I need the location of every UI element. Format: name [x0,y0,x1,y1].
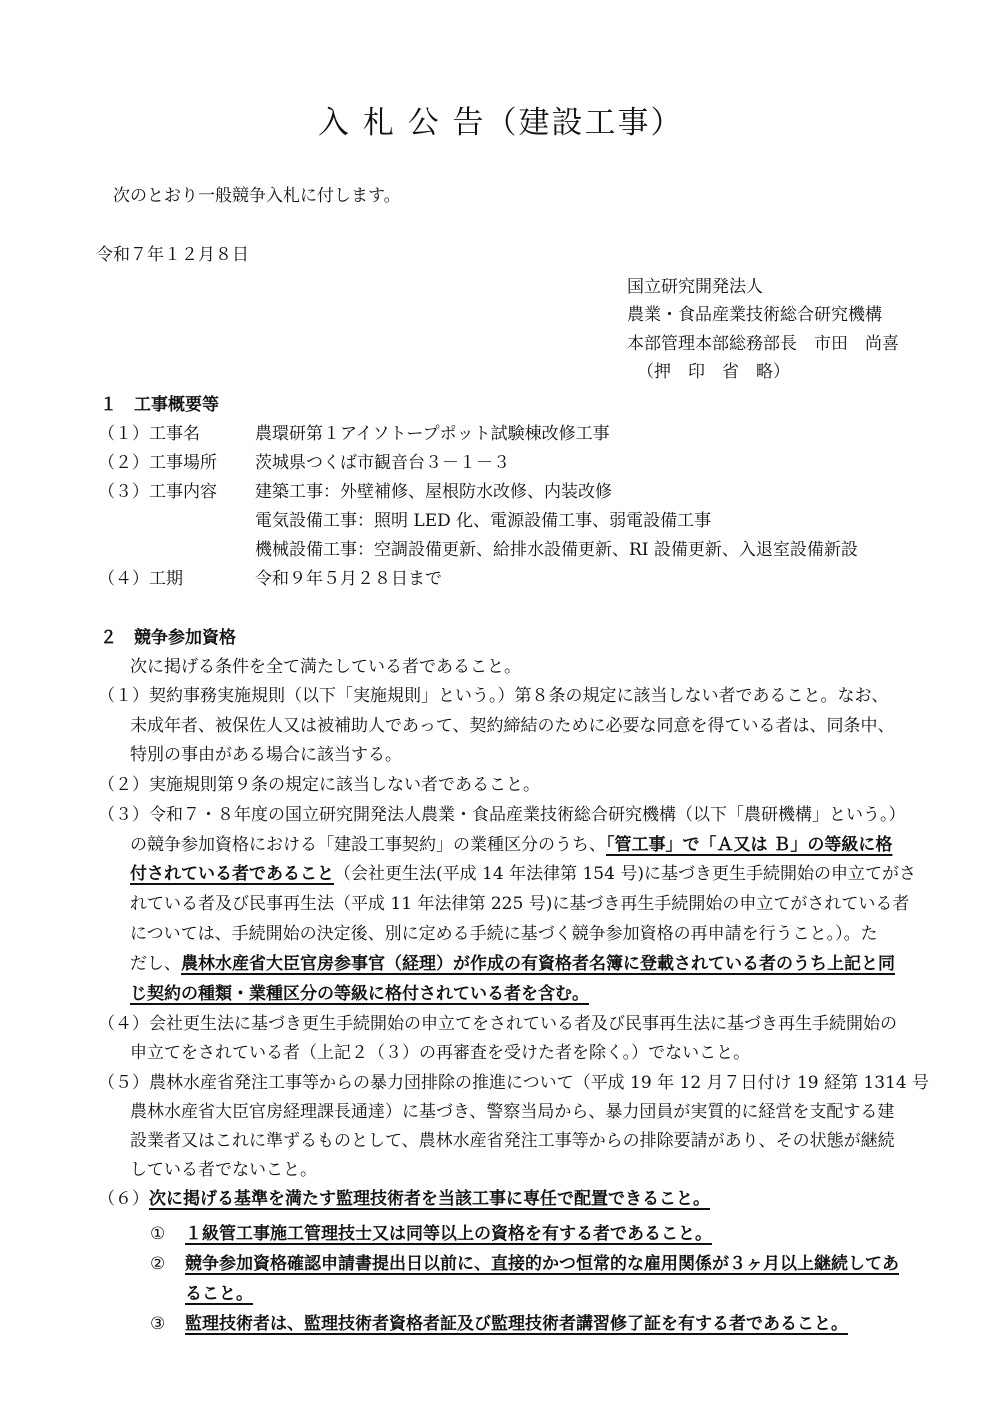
clause-3-line-7: じ契約の種類・業種区分の等級に格付されている者を含む。 [130,984,589,1004]
clause-3-line-3 [130,863,916,885]
item-value-location: 茨城県つくば市観音台３－１－３ [255,453,510,473]
clause-1-line-3: 特別の事由がある場合に該当する。 [130,745,402,765]
item-value-content-building: 建築工事：外壁補修、屋根防水改修、内装改修 [255,482,612,502]
clause-3-line-6 [130,953,895,975]
item-value-name: 農環研第１アイソトープポット試験棟改修工事 [255,424,610,444]
sub-mark-1: ① [150,1224,166,1244]
clause-3-line-4: れている者及び民事再生法（平成 11 年法律第 225 号)に基づき再生手続開始の申立てがされている者 [130,894,910,914]
clause-4-line-1: （４）会社更生法に基づき更生手続開始の申立てをされている者及び民事再生法に基づき再生手続開始の [98,1014,897,1034]
sub-mark-3: ③ [150,1314,166,1334]
sub-item-2-line-1: 競争参加資格確認申請書提出日以前に、直接的かつ恒常的な雇用関係が３ヶ月以上継続してあ [185,1254,899,1274]
clause-3-line-2-emphasis: 「管工事」で「Ａ又は Ｂ」の等級に格 [606,835,893,855]
issuer-line-1: 国立研究開発法人 [627,277,763,297]
section-2-lead: 次に掲げる条件を全て満たしている者であること。 [130,657,521,677]
seal-omitted-note: （押 印 省 略） [637,362,790,382]
issuer-line-3: 本部管理本部総務部長 市田 尚喜 [627,334,899,354]
clause-3-line-6-plain: だし、 [130,954,181,974]
item-value-content-electrical: 電気設備工事：照明 LED 化、電源設備工事、弱電設備工事 [255,511,712,531]
clause-5-line-4: している者でないこと。 [130,1160,317,1180]
intro-text: 次のとおり一般競争入札に付します。 [113,186,401,206]
clause-3-line-3-emphasis: 付されている者であること [130,864,334,884]
clause-3-line-3-plain: （会社更生法(平成 14 年法律第 154 号)に基づき更生手続開始の申立てがさ [334,864,916,884]
sub-item-3: 監理技術者は、監理技術者資格者証及び監理技術者講習修了証を有する者であること。 [185,1314,848,1334]
clause-3-line-2 [130,834,892,856]
clause-3-line-2-plain: の競争参加資格における「建設工事契約」の業種区分のうち、 [130,835,606,855]
page-title: 入 札 公 告（建設工事） [318,105,684,141]
clause-6 [98,1188,710,1210]
clause-3-line-1: （３）令和７・８年度の国立研究開発法人農業・食品産業技術総合研究機構（以下「農研機構」という。） [98,805,906,825]
clause-6-label: （６） [98,1189,149,1209]
clause-5-line-2: 農林水産省大臣官房経理課長通達）に基づき、警察当局から、暴力団員が実質的に経営を支配する建 [130,1102,895,1122]
clause-3-line-6-emphasis: 農林水産省大臣官房参事官（経理）が作成の有資格者名簿に登載されている者のうち上記と同 [181,954,895,974]
item-value-period: 令和９年５月２８日まで [255,569,442,589]
sub-mark-2: ② [150,1254,166,1274]
sub-item-2-line-2: ること。 [185,1284,253,1304]
notice-date: 令和７年１２月８日 [96,245,249,265]
item-label-period: （４）工期 [98,569,183,589]
issuer-line-2: 農業・食品産業技術総合研究機構 [627,305,882,325]
clause-5-line-3: 設業者又はこれに準ずるものとして、農林水産省発注工事等からの排除要請があり、その状態が継続 [130,1131,895,1151]
clause-1-line-2: 未成年者、被保佐人又は被補助人であって、契約締結のために必要な同意を得ている者は、同条中、 [130,716,895,736]
item-value-content-mechanical: 機械設備工事：空調設備更新、給排水設備更新、RI 設備更新、入退室設備新設 [255,540,858,560]
clause-3-line-5: については、手続開始の決定後、別に定める手続に基づく競争参加資格の再申請を行うこと。）。た [130,924,878,944]
clause-2: （２）実施規則第９条の規定に該当しない者であること。 [98,775,540,795]
sub-item-1: １級管工事施工管理技士又は同等以上の資格を有する者であること。 [185,1224,712,1244]
section-1-heading: １ 工事概要等 [100,395,219,415]
clause-6-text: 次に掲げる基準を満たす監理技術者を当該工事に専任で配置できること。 [149,1189,710,1209]
clause-5-line-1: （５）農林水産省発注工事等からの暴力団排除の推進について（平成 19 年 12 月７日付け 19 経第 1314 号 [98,1073,930,1093]
item-label-name: （１）工事名 [98,424,200,444]
clause-1-line-1: （１）契約事務実施規則（以下「実施規則」という。）第８条の規定に該当しない者であること。なお、 [98,686,889,706]
item-label-location: （２）工事場所 [98,453,217,473]
item-label-content: （３）工事内容 [98,482,217,502]
section-2-heading: ２ 競争参加資格 [100,628,236,648]
clause-4-line-2: 申立てをされている者（上記２（３）の再審査を受けた者を除く。）でないこと。 [130,1043,751,1063]
